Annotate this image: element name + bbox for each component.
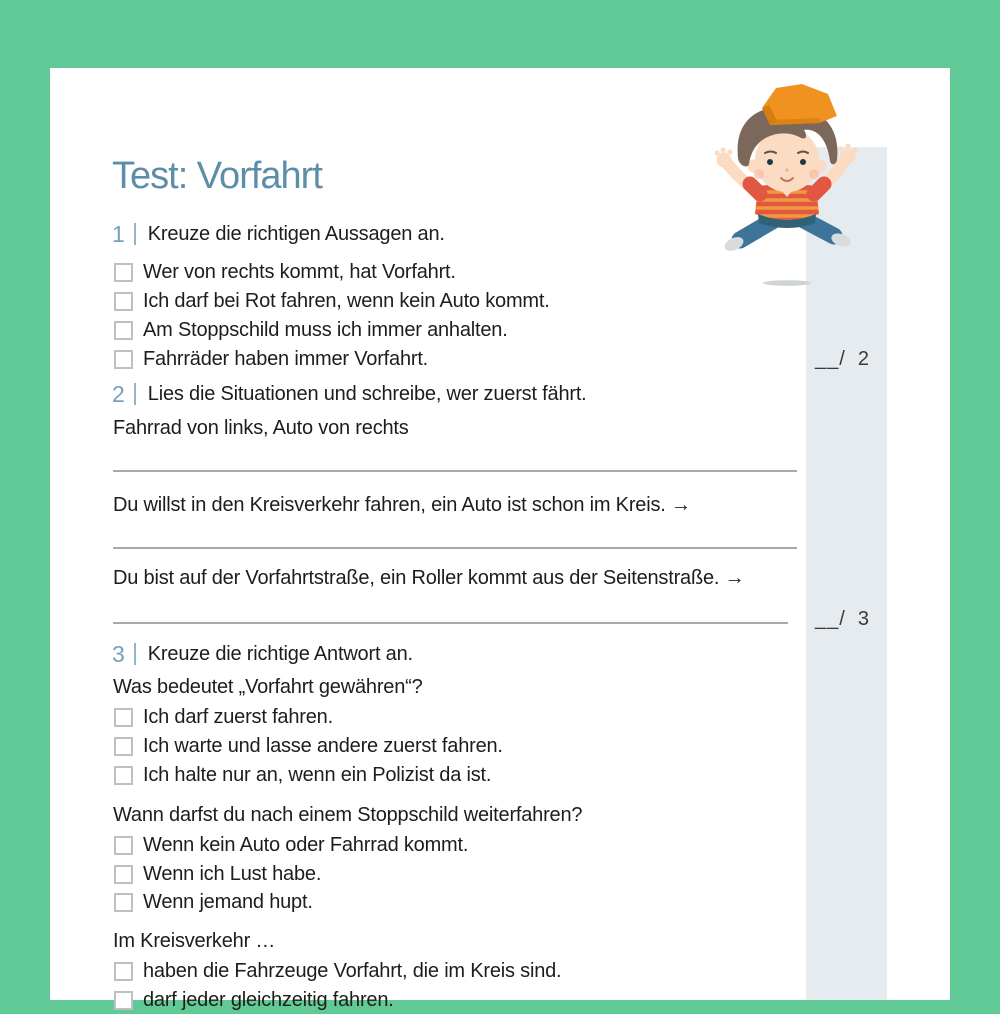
section-3-instruction: Kreuze die richtige Antwort an. [147,642,413,665]
checkbox[interactable] [114,766,133,785]
score-field-2 [815,608,869,631]
section-divider [134,383,136,405]
option-label: Ich warte und lasse andere zuerst fahren. [143,734,503,757]
section-2-instruction: Lies die Situationen und schreibe, wer zuerst fährt. [147,382,587,405]
q3a-option-row [114,703,333,731]
section-divider [134,223,136,245]
q3c-option-row [114,986,394,1014]
q1-option-row [114,316,508,344]
section-1-header [112,220,445,248]
score-blank: __/ [815,608,846,630]
shadow [763,280,811,286]
page-title: Test: Vorfahrt [112,155,322,197]
section-3-header [112,640,413,668]
option-label: Wer von rechts kommt, hat Vorfahrt. [143,260,456,283]
checkbox[interactable] [114,292,133,311]
situation-text: Du willst in den Kreisverkehr fahren, ein Auto ist schon im Kreis. → [113,494,691,516]
checkbox[interactable] [114,836,133,855]
section-divider [134,643,136,665]
score-blank: __/ [815,348,846,370]
checkbox[interactable] [114,893,133,912]
option-label: darf jeder gleichzeitig fahren. [143,988,394,1011]
checkbox[interactable] [114,991,133,1010]
worksheet-page [50,68,950,1011]
q1-option-row [114,287,550,315]
checkbox[interactable] [114,321,133,340]
section-2-number: 2 [112,380,125,407]
option-label: Wenn jemand hupt. [143,890,313,913]
q3a-option-row [114,732,503,760]
option-label: Am Stoppschild muss ich immer anhalten. [143,318,508,341]
option-label: Ich halte nur an, wenn ein Polizist da ist. [143,763,492,786]
q3b-option-row [114,831,468,859]
q3a-option-row [114,761,491,789]
jumping-boy-illustration [710,80,860,290]
q3b-option-row [114,860,321,888]
situation-text: Fahrrad von links, Auto von rechts [113,417,409,439]
option-label: Ich darf bei Rot fahren, wenn kein Auto kommt. [143,289,550,312]
q1-option-row [114,345,428,373]
checkbox[interactable] [114,350,133,369]
checkbox[interactable] [114,737,133,756]
section-3-number: 3 [112,640,125,667]
situation-text: Du bist auf der Vorfahrtstraße, ein Roller kommt aus der Seitenstraße. → [113,567,745,589]
q1-option-row [114,258,456,286]
checkbox[interactable] [114,962,133,981]
score-max: 2 [857,348,869,370]
q3c-option-row [114,957,561,985]
option-label: Wenn ich Lust habe. [143,862,322,885]
score-field-1 [815,348,869,371]
subquestion-prompt: Wann darfst du nach einem Stoppschild weiterfahren? [113,804,583,826]
option-label: haben die Fahrzeuge Vorfahrt, die im Kreis sind. [143,959,562,982]
answer-line[interactable] [113,547,797,549]
answer-line[interactable] [113,470,797,472]
subquestion-prompt: Im Kreisverkehr … [113,930,276,952]
section-1-instruction: Kreuze die richtigen Aussagen an. [147,222,445,245]
option-label: Fahrräder haben immer Vorfahrt. [143,347,429,370]
section-2-header [112,380,587,408]
subquestion-prompt: Was bedeutet „Vorfahrt gewähren“? [113,676,423,698]
checkbox[interactable] [114,263,133,282]
answer-line[interactable] [113,622,788,624]
checkbox[interactable] [114,865,133,884]
q3b-option-row [114,888,313,916]
crown-icon [762,84,837,125]
option-label: Ich darf zuerst fahren. [143,705,333,728]
option-label: Wenn kein Auto oder Fahrrad kommt. [143,833,469,856]
section-1-number: 1 [112,220,125,247]
score-max: 3 [857,608,869,630]
checkbox[interactable] [114,708,133,727]
